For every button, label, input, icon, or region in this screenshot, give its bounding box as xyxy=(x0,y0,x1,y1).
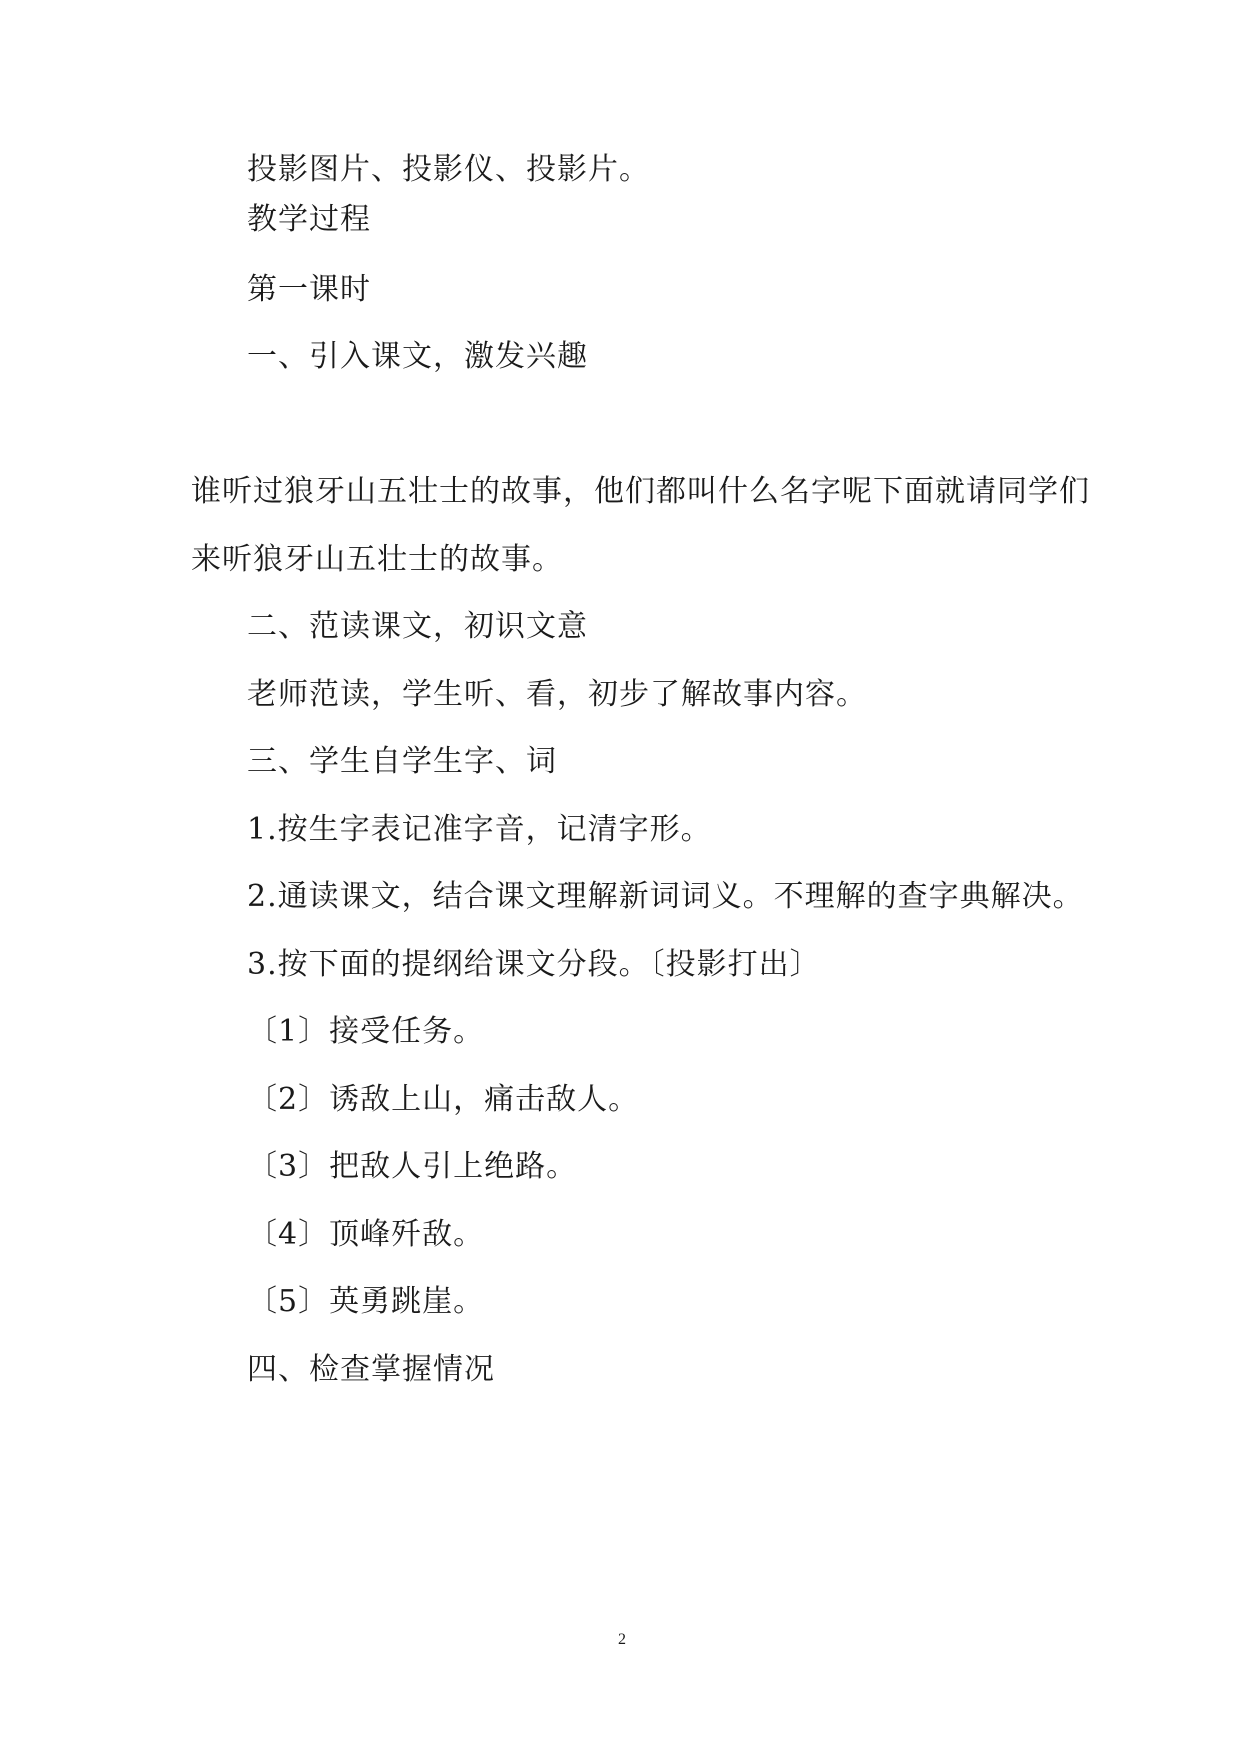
lesson-heading-first-period: 第一课时 xyxy=(247,272,371,307)
list-item: 3.按下面的提纲给课文分段。〔投影打出〕 xyxy=(247,947,821,982)
step-heading-2: 二、范读课文，初识文意 xyxy=(247,609,588,644)
page-number: 2 xyxy=(618,1631,626,1648)
outline-item: 〔1〕接受任务。 xyxy=(247,1014,485,1049)
step-heading-4: 四、检查掌握情况 xyxy=(247,1352,495,1387)
paragraph-line: 来听狼牙山五壮士的故事。 xyxy=(191,542,563,577)
materials-line: 投影图片、投影仪、投影片。 xyxy=(247,152,650,187)
step-heading-3: 三、学生自学生字、词 xyxy=(247,744,557,779)
paragraph-line: 谁听过狼牙山五壮士的故事，他们都叫什么名字呢下面就请同学们 xyxy=(191,474,1090,509)
outline-item: 〔4〕顶峰歼敌。 xyxy=(247,1217,485,1252)
section-heading-teaching-process: 教学过程 xyxy=(247,202,371,237)
paragraph-line: 老师范读，学生听、看，初步了解故事内容。 xyxy=(247,677,867,712)
list-item: 2.通读课文，结合课文理解新词词义。不理解的查字典解决。 xyxy=(247,879,1084,914)
outline-item: 〔5〕英勇跳崖。 xyxy=(247,1284,485,1319)
list-item: 1.按生字表记准字音，记清字形。 xyxy=(247,812,712,847)
step-heading-1: 一、引入课文，激发兴趣 xyxy=(247,339,588,374)
outline-item: 〔2〕诱敌上山，痛击敌人。 xyxy=(247,1082,640,1117)
outline-item: 〔3〕把敌人引上绝路。 xyxy=(247,1149,578,1184)
